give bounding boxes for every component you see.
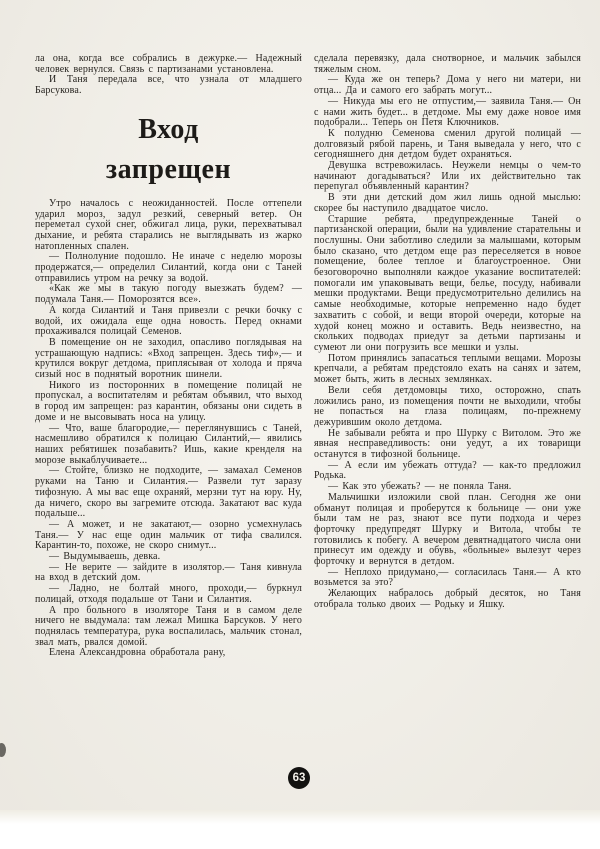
paragraph: — Неплохо придумано,— согласилась Таня.— А кто возьмется за это? [314,566,581,589]
paragraph: Вели себя детдомовцы тихо, осторожно, спать ложились рано, из помещения почти не выходили, чтобы не попасться на глаза полицаям, по-прежнему дежурившим около детдома. [314,384,581,428]
paragraph: Старшие ребята, предупрежденные Таней о партизанской операции, были на удивление старательны и послушны. Они заботливо следили за малышами, которым было сказано, что детдом еще раз переселяется в новое помещение, более теплое и благоустроенное. Они безоговорочно выполняли каждое указание воспитателей: помогали им упаковывать вещи, белье, посуду, набивали мешки продуктами. Вещи предусмотрительно делились на самые необходимые, которые непременно надо будет захватить с собой, и вещи второй очереди, которые на худой конец можно и оставить. Ведь неизвестно, на скольких подводах приедут за детьми партизаны и сумеют ли они погрузить все мешки и узлы. [314,213,581,353]
left-column-top-paragraphs [35,54,302,97]
paragraph: И Таня передала все, что узнала от младшего Барсукова. [35,74,302,97]
left-column-body-paragraphs [35,199,302,659]
paragraph: В помещение он не заходил, опасливо поглядывая на устрашающую надпись: «Вход запрещен. Здесь тиф»,— и крутился вокруг детдома, приплясывая от холода и пряча сизый нос в поднятый воротник шинели. [35,336,302,381]
chapter-title-line-1: Вход [138,113,199,145]
paragraph: Никого из посторонних в помещение полицай не пропускал, а воспитателям и ребятам объявил, что выход в город им запрещен: раз карантин, обязаны они сидеть в доме и не высовывать носа на улицу. [35,379,302,423]
paragraph: Мальчишки изложили свой план. Сегодня же они обманут полицая и проберутся к больнице — они уже были там не раз, знают все пути подхода и через форточку предупредят Шурку и Витола, чтобы те готовились к побегу. А вечером девятнадцатого числа они принесут им одежду и обувь, «больные» вылезут через форточку и вернутся в детдом. [314,491,581,568]
paragraph: ла она, когда все собрались в дежурке.— Надежный человек вернулся. Связь с партизанами установлена. [35,53,302,75]
paragraph: Елена Александровна обработала рану, [49,647,226,659]
right-column-paragraphs [314,54,581,611]
paragraph: Девушка встревожилась. Неужели немцы о чем-то начинают догадываться? Или их действительно так перепугал объявленный карантин? [314,160,581,193]
chapter-title [35,110,302,190]
paragraph: Утро началось с неожиданностей. После оттепели ударил мороз, задул резкий, северный ветер. Он переметал сухой снег, обжигал лица, руки, перехватывал дыхание, и ребята старались не выглядывать из жарко натопленных спален. [35,197,302,252]
paragraph: Желающих набралось добрый десяток, но Таня отобрала только двоих — Родьку и Яшку. [314,588,581,610]
paragraph: — Что, ваше благородие,— переглянувшись с Таней, насмешливо обратился к полицаю Силантий,— явились наших ребятишек позабавить? Ишь, какие кренделя на морозе выкаблучиваете... [35,422,302,466]
paragraph: «Как же мы в такую погоду выезжать будем? — подумала Таня.— Поморозятся все». [35,283,302,306]
paragraph: Не забывали ребята и про Шурку с Витолом. Это же явная несправедливость: они уедут, а их товарищи останутся в тифозной больнице. [314,427,581,461]
paragraph: — Куда же он теперь? Дома у него ни матери, ни отца... Да и самого его забрать могут... [314,74,581,97]
page-number-badge: 63 [288,767,310,789]
paragraph: — Выдумываешь, девка. [49,551,161,563]
paragraph: — Стойте, близко не подходите, — замахал Семенов руками на Таню и Силантия.— Развели тут заразу тифозную. А мы вас еще охраняй, мерзни тут на юру. Ну, да ничего, скоро вы загремите отсюда. Закатают вас куда подальше... [35,465,302,520]
paragraph: К полудню Семенова сменил другой полицай — долговязый рябой парень, и Таня выведала у него, что с сегодняшнего дня детдом будет охраняться. [314,127,581,161]
paragraph: — Ладно, не болтай много, проходи,— буркнул полицай, отходя подальше от Тани и Силантия. [35,583,302,605]
paragraph: В эти дни детский дом жил лишь одной мыслью: скорее бы наступило двадцатое число. [314,192,581,214]
paper-bottom-edge [0,810,600,824]
paragraph: — Полнолуние подошло. Не иначе с неделю морозы продержатся,— определил Силантий, когда они с Таней отправились утром на речку за водой. [35,251,302,284]
paragraph: Потом принялись запасаться теплыми вещами. Морозы крепчали, а ребятам предстояло ехать на санях и затем, может быть, жить в лесных землянках. [314,352,581,386]
right-text-column [314,54,581,611]
paragraph: — Как это убежать? — не поняла Таня. [328,481,512,493]
paragraph: — Никуда мы его не отпустим,— заявила Таня.— Он с нами жить будет... в детдоме. Мы ему даже новое имя подобрали... Теперь он Петя Ключников. [314,95,581,129]
paragraph: А про больного в изоляторе Таня и в самом деле ничего не выдумала: там лежал Мишка Барсуков. У него поднялась температура, рука воспалилась, мальчик стонал, звал мать, рвался домой. [35,604,302,648]
paragraph: — Не верите — зайдите в изолятор.— Таня кивнула на вход в детский дом. [35,561,302,584]
paragraph: А когда Силантий и Таня привезли с речки бочку с водой, их ожидала еще одна новость. Перед окнами прохаживался полицай Семенов. [35,304,302,338]
left-text-column [35,54,302,659]
paragraph: — А если им убежать оттуда? — как-то предложил Родька. [314,459,581,482]
paragraph: сделала перевязку, дала снотворное, и мальчик забылся тяжелым сном. [314,53,581,75]
paragraph: — А может, и не закатают,— озорно усмехнулась Таня.— У нас еще один мальчик от тифа свалился. Карантин-то, похоже, не скоро снимут... [35,518,302,552]
chapter-title-line-2: запрещен [105,153,232,185]
